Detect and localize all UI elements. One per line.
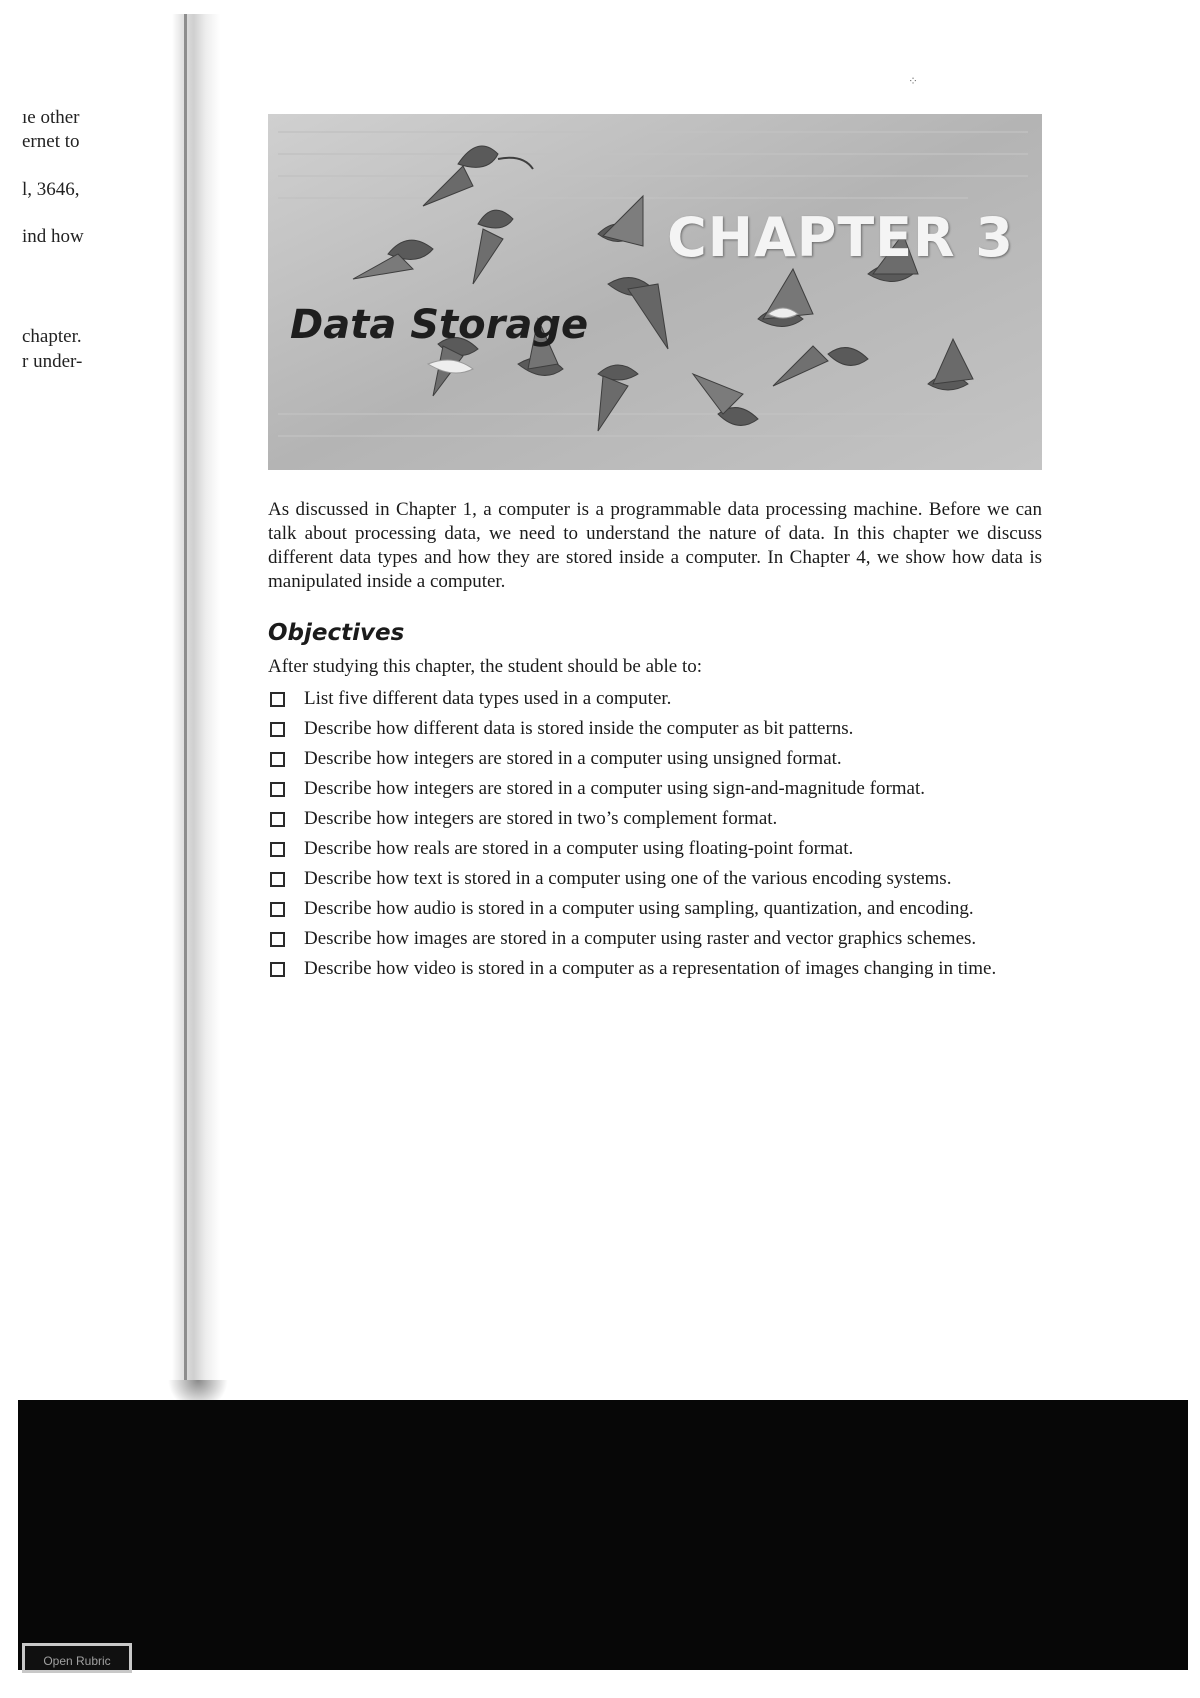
checkbox-icon bbox=[270, 692, 285, 707]
checkbox-icon bbox=[270, 722, 285, 737]
objective-item bbox=[268, 837, 1042, 867]
objective-text: Describe how integers are stored in a computer using unsigned format. bbox=[304, 748, 842, 769]
objective-item bbox=[268, 687, 1042, 717]
objective-text: List five different data types used in a computer. bbox=[304, 688, 672, 709]
objective-text: Describe how reals are stored in a computer using floating-point format. bbox=[304, 838, 854, 859]
objective-item bbox=[268, 897, 1042, 927]
chapter-number-label: CHAPTER 3 bbox=[667, 206, 1014, 269]
previous-page-fragment: l, 3646, bbox=[22, 179, 80, 200]
checkbox-icon bbox=[270, 932, 285, 947]
objective-text: Describe how integers are stored in two’s complement format. bbox=[304, 808, 778, 829]
objective-text: Describe how audio is stored in a computer using sampling, quantization, and encoding. bbox=[304, 898, 974, 919]
previous-page-fragment: ernet to bbox=[22, 131, 80, 152]
ibis-flock-photo bbox=[268, 114, 1042, 470]
previous-page-fragment: ıe other bbox=[22, 107, 80, 128]
book-gutter bbox=[172, 14, 220, 1404]
checkbox-icon bbox=[270, 872, 285, 887]
checkbox-icon bbox=[270, 842, 285, 857]
open-rubric-button[interactable]: Open Rubric bbox=[22, 1643, 132, 1673]
objective-text: Describe how different data is stored inside the computer as bit patterns. bbox=[304, 718, 854, 739]
objective-text: Describe how text is stored in a computer using one of the various encoding systems. bbox=[304, 868, 952, 889]
objective-text: Describe how video is stored in a computer as a representation of images changing in time. bbox=[304, 958, 997, 979]
objective-text: Describe how integers are stored in a computer using sign-and-magnitude format. bbox=[304, 778, 926, 799]
objective-text: Describe how images are stored in a computer using raster and vector graphics schemes. bbox=[304, 928, 977, 949]
objective-item bbox=[268, 957, 1042, 987]
checkbox-icon bbox=[270, 782, 285, 797]
objective-item bbox=[268, 927, 1042, 957]
checkbox-icon bbox=[270, 812, 285, 827]
objective-item bbox=[268, 747, 1042, 777]
chapter-title: Data Storage bbox=[290, 302, 589, 348]
objective-item bbox=[268, 867, 1042, 897]
checkbox-icon bbox=[270, 752, 285, 767]
objective-item bbox=[268, 807, 1042, 837]
checkbox-icon bbox=[270, 902, 285, 917]
objectives-list bbox=[268, 687, 1042, 987]
chapter-banner bbox=[268, 114, 1042, 470]
page-edge-line bbox=[184, 14, 187, 1404]
objective-item bbox=[268, 777, 1042, 807]
previous-page-fragment: ind how bbox=[22, 226, 84, 247]
objective-item bbox=[268, 717, 1042, 747]
dark-footer-area bbox=[18, 1400, 1188, 1670]
objectives-heading: Objectives bbox=[268, 620, 405, 646]
intro-paragraph: As discussed in Chapter 1, a computer is a programmable data processing machine. Before we can talk about processing data, we need to understand the nature of data. In this chapter we discuss different data types and how they are stored inside a computer. In Chapter 4, we show how data is manipulated inside a computer. bbox=[268, 499, 1042, 592]
previous-page-fragment: r under- bbox=[22, 351, 83, 372]
objectives-intro: After studying this chapter, the student should be able to: bbox=[268, 656, 703, 677]
scan-speck: ⁘ bbox=[908, 74, 919, 88]
checkbox-icon bbox=[270, 962, 285, 977]
previous-page-fragment: chapter. bbox=[22, 326, 82, 347]
